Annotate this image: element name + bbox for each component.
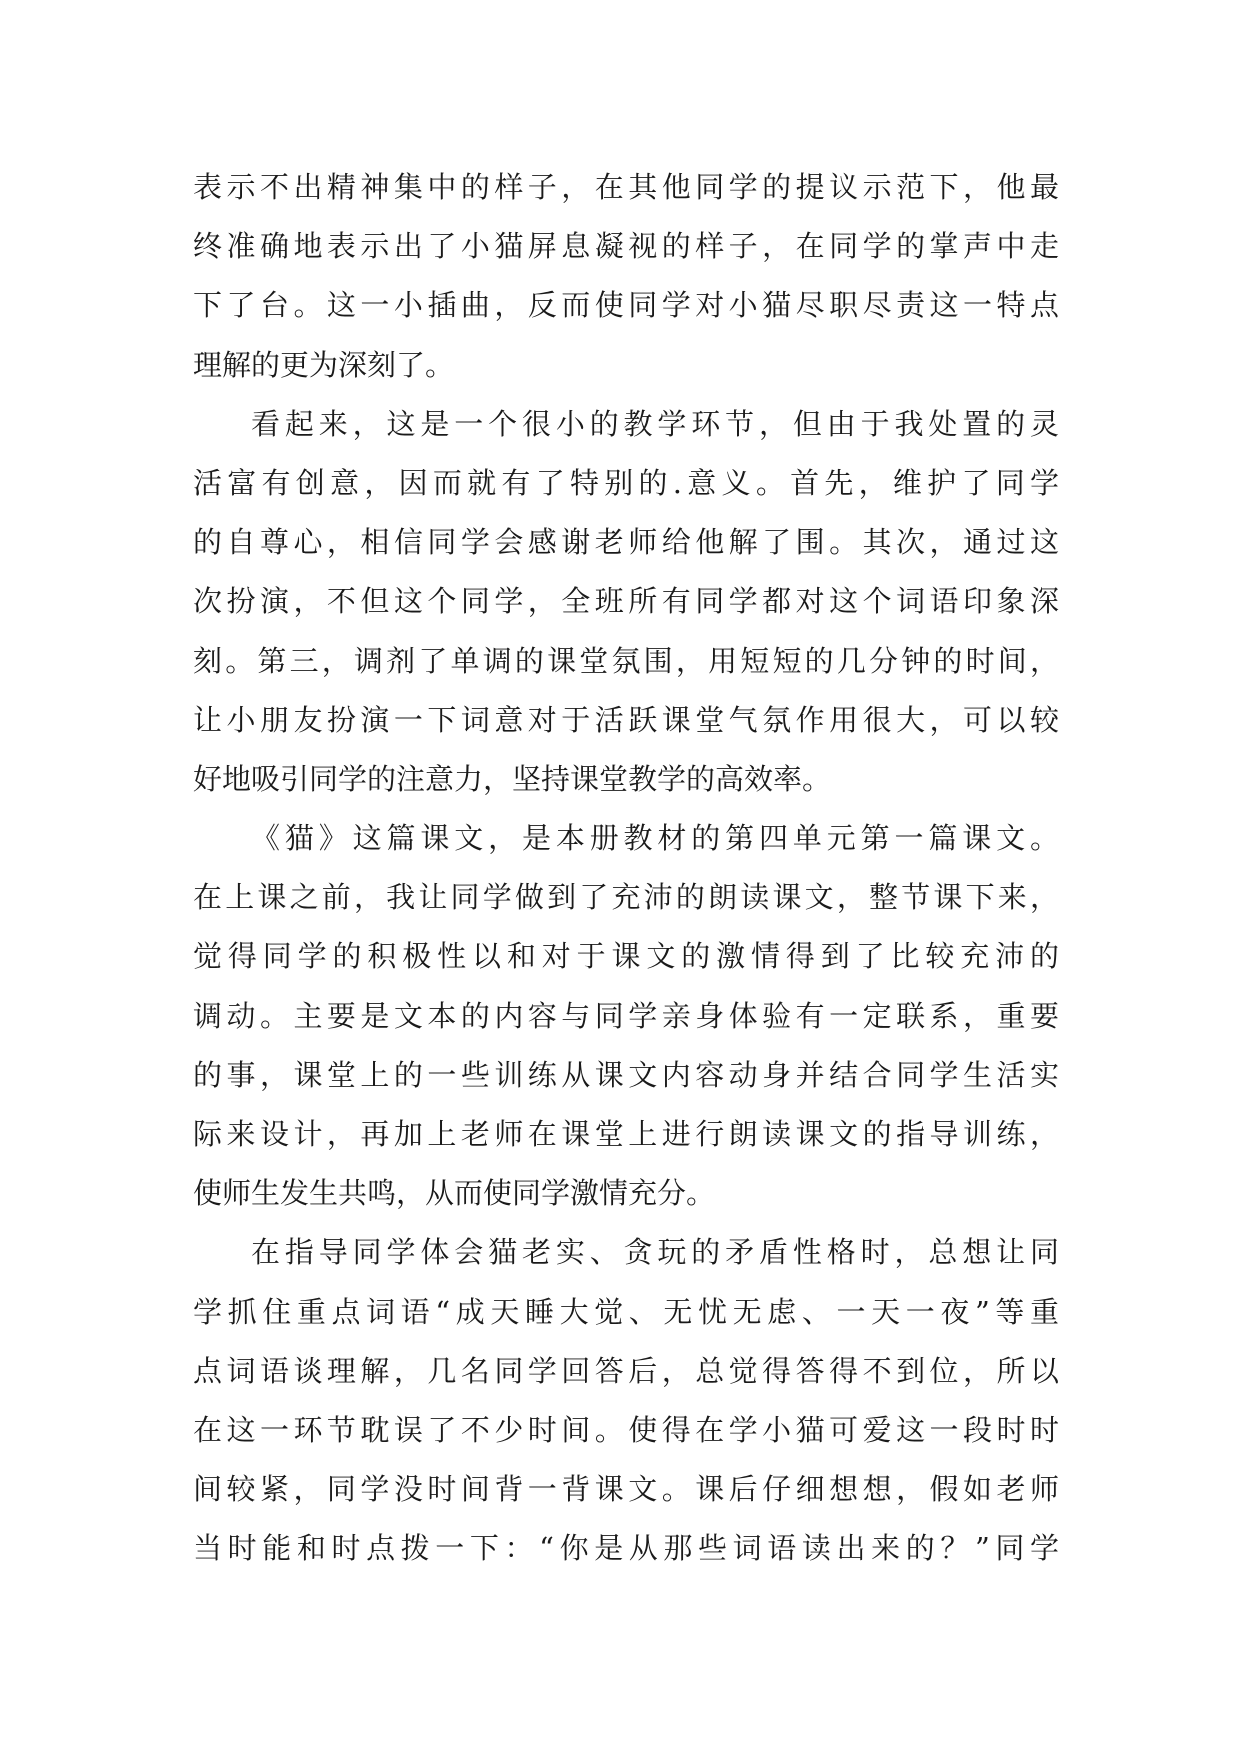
text-line: 在指导同学体会猫老实、贪玩的矛盾性格时，总想让同 [251,1235,1059,1270]
text-line: 《猫》这篇课文，是本册教材的第四单元第一篇课文。 [251,821,1059,856]
text-line: 活富有创意，因而就有了特别的.意义。首先，维护了同学 [193,465,1059,500]
text-line: 学抓住重点词语“成天睡大觉、无忧无虑、一天一夜”等重 [193,1294,1059,1329]
paragraph [193,395,1059,809]
text-line: 调动。主要是文本的内容与同学亲身体验有一定联系，重要 [193,998,1059,1033]
text-line: 次扮演，不但这个同学，全班所有同学都对这个词语印象深 [193,584,1059,619]
text-line: 让小朋友扮演一下词意对于活跃课堂气氛作用很大，可以较 [193,702,1059,737]
text-line: 使师生发生共鸣，从而使同学激情充分。 [193,1176,716,1211]
text-line: 点词语谈理解，几名同学回答后，总觉得答得不到位，所以 [193,1353,1059,1388]
paragraph [193,809,1059,1223]
text-line: 下了台。这一小插曲，反而使同学对小猫尽职尽责这一特点 [193,288,1059,323]
document-body [193,158,1059,1579]
text-line: 际来设计，再加上老师在课堂上进行朗读课文的指导训练， [193,1117,1059,1151]
text-line: 好地吸引同学的注意力，坚持课堂教学的高效率。 [193,761,832,796]
text-line: 在上课之前，我让同学做到了充沛的朗读课文，整节课下来， [193,880,1059,915]
paragraph [193,1223,1059,1578]
text-line: 刻。第三，调剂了单调的课堂氛围，用短短的几分钟的时间， [193,643,1059,678]
text-line: 的自尊心，相信同学会感谢老师给他解了围。其次，通过这 [193,525,1059,560]
text-line: 的事，课堂上的一些训练从课文内容动身并结合同学生活实 [193,1057,1059,1092]
text-line: 在这一环节耽误了不少时间。使得在学小猫可爱这一段时时 [193,1412,1059,1447]
text-line: 理解的更为深刻了。 [193,347,455,382]
text-line: 当时能和时点拨一下：“你是从那些词语读出来的？”同学 [193,1531,1059,1566]
text-line: 觉得同学的积极性以和对于课文的激情得到了比较充沛的 [193,939,1059,974]
text-line: 间较紧，同学没时间背一背课文。课后仔细想想，假如老师 [193,1472,1059,1507]
paragraph [193,158,1059,395]
text-line: 终准确地表示出了小猫屏息凝视的样子，在同学的掌声中走 [193,229,1059,264]
text-line: 表示不出精神集中的样子，在其他同学的提议示范下，他最 [193,170,1059,204]
text-line: 看起来，这是一个很小的教学环节，但由于我处置的灵 [251,406,1059,441]
